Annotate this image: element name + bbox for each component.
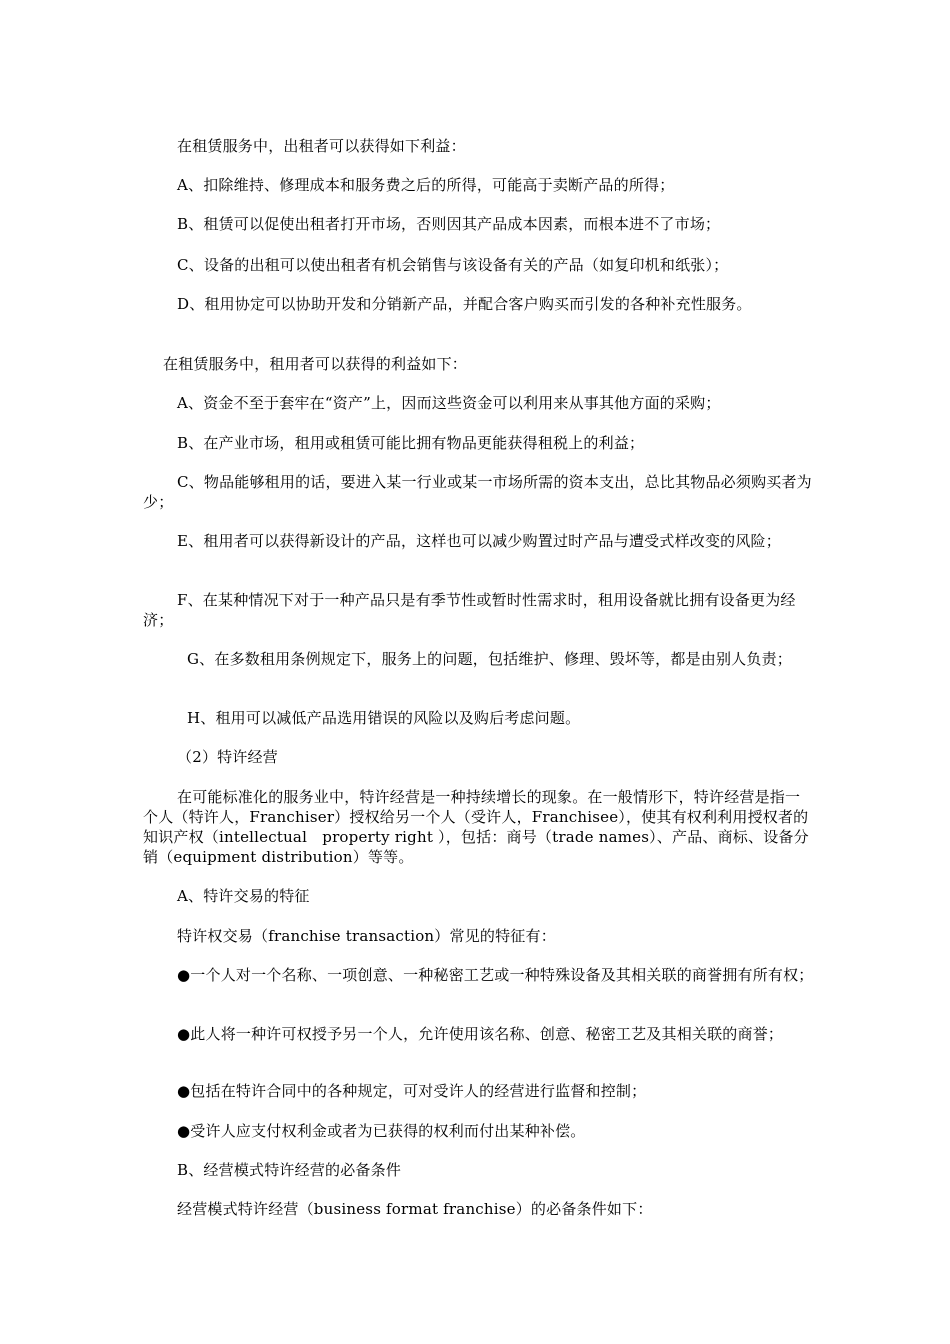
paragraph-franchise-definition: 在可能标准化的服务业中，特许经营是一种持续增长的现象。在一般情形下，特许经营是指一个人（特许人，Franchiser）授权给另一个人（受许人，Franchisee），使其有权利利用授权者的知识产权（intellectual property right ），包括：商号（trade names）、产品、商标、设备分销（equipment distribution）等等。	[143, 788, 809, 866]
bullet-royalty: ●受许人应支付权利金或者为已获得的权利而付出某种补偿。	[177, 1122, 586, 1140]
paragraph-lessee-f: F、在某种情况下对于一种产品只是有季节性或暂时性需求时，租用设备就比拥有设备更为经济；	[143, 591, 796, 629]
paragraph-lessee-b: B、在产业市场，租用或租赁可能比拥有物品更能获得租税上的利益；	[177, 434, 645, 452]
bullet-contract-control: ●包括在特许合同中的各种规定，可对受许人的经营进行监督和控制；	[177, 1082, 647, 1100]
section-heading-franchise: （2）特许经营	[177, 748, 278, 766]
paragraph-lessor-a: A、扣除维持、修理成本和服务费之后的所得，可能高于卖断产品的所得；	[177, 176, 675, 194]
paragraph-lessor-intro: 在租赁服务中，出租者可以获得如下利益：	[177, 137, 466, 155]
paragraph-lessor-d: D、租用协定可以协助开发和分销新产品，并配合客户购买而引发的各种补充性服务。	[177, 295, 752, 313]
paragraph-features-intro: 特许权交易（franchise transaction）常见的特征有：	[177, 927, 556, 945]
paragraph-lessee-a: A、资金不至于套牢在“资产”上，因而这些资金可以利用来从事其他方面的采购；	[177, 394, 721, 412]
paragraph-lessee-c: C、物品能够租用的话，要进入某一行业或某一市场所需的资本支出，总比其物品必须购买者为少；	[143, 473, 812, 511]
paragraph-business-format-intro: 经营模式特许经营（business format franchise）的必备条件如下：	[177, 1200, 653, 1218]
paragraph-lessor-b: B、租赁可以促使出租者打开市场，否则因其产品成本因素，而根本进不了市场；	[177, 215, 721, 233]
bullet-ownership: ●一个人对一个名称、一项创意、一种秘密工艺或一种特殊设备及其相关联的商誉拥有所有权；	[177, 966, 814, 984]
paragraph-lessee-e: E、租用者可以获得新设计的产品，这样也可以减少购置过时产品与遭受式样改变的风险；	[177, 532, 781, 550]
paragraph-lessee-intro: 在租赁服务中，租用者可以获得的利益如下：	[163, 355, 468, 373]
paragraph-lessee-g: G、在多数租用条例规定下，服务上的问题，包括维护、修理、毁坏等，都是由别人负责；	[187, 650, 792, 668]
bullet-license: ●此人将一种许可权授予另一个人，允许使用该名称、创意、秘密工艺及其相关联的商誉；	[177, 1025, 784, 1043]
paragraph-lessor-c: C、设备的出租可以使出租者有机会销售与该设备有关的产品（如复印机和纸张）；	[177, 256, 729, 274]
subheading-business-format: B、经营模式特许经营的必备条件	[177, 1161, 402, 1179]
subheading-franchise-features: A、特许交易的特征	[177, 887, 310, 905]
paragraph-lessee-h: H、租用可以减低产品选用错误的风险以及购后考虑问题。	[187, 709, 581, 727]
